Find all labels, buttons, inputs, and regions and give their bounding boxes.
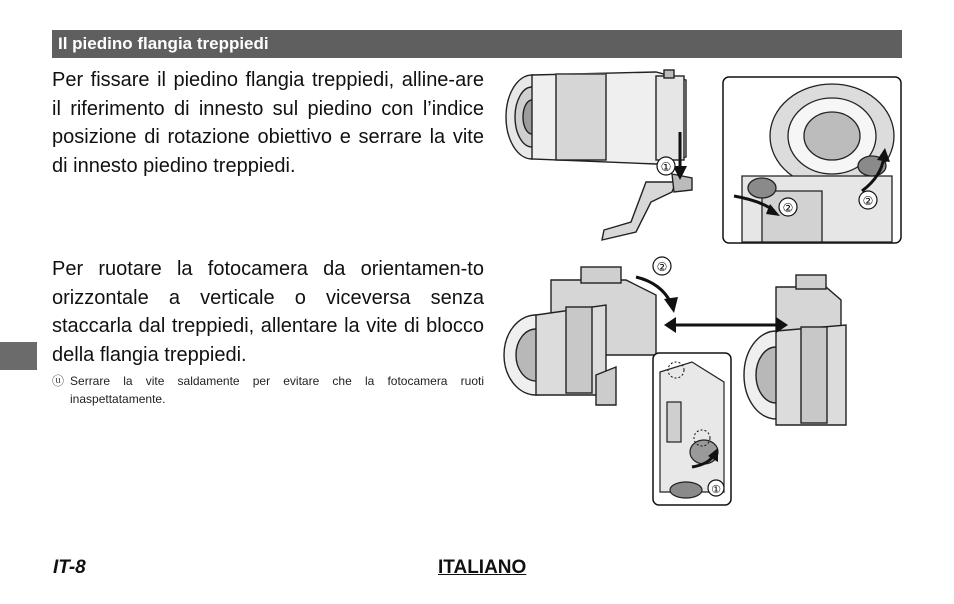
figure-foot-closeup [722, 76, 902, 244]
section-title-bar [52, 30, 902, 58]
figure-lens-tripod-foot [496, 62, 721, 250]
callout-2-fig2-left: ② [782, 201, 794, 215]
page-number: IT-8 [53, 557, 86, 578]
callout-1-fig4: ① [711, 483, 721, 496]
figure-lock-screw-closeup [652, 352, 732, 506]
callout-2-fig2-right: ② [862, 194, 874, 208]
chapter-side-tab [0, 342, 37, 370]
callout-1-fig1: ① [660, 160, 672, 174]
language-label: ITALIANO [438, 557, 527, 578]
caution-icon: ⓤ [52, 374, 65, 388]
caution-note [52, 372, 484, 408]
paragraph-rotate-camera: Per ruotare la fotocamera da orientamen-to orizzontale a verticale o viceversa senza staccarla dal treppiedi, allentare la vite di blocco della flangia treppiedi. [52, 258, 484, 366]
callout-2-fig3: ② [656, 260, 668, 274]
section-title: Il piedino flangia treppiedi [58, 34, 269, 53]
paragraph-attach-foot: Per fissare il piedino flangia treppiedi, alline-are il riferimento di innesto sul piedino con l’indice posizione di rotazione obiettivo e serrare la vite di innesto piedino treppiedi. [52, 69, 484, 177]
caution-note-text: Serrare la vite saldamente per evitare che la fotocamera ruoti inaspettatamente. [70, 374, 484, 406]
